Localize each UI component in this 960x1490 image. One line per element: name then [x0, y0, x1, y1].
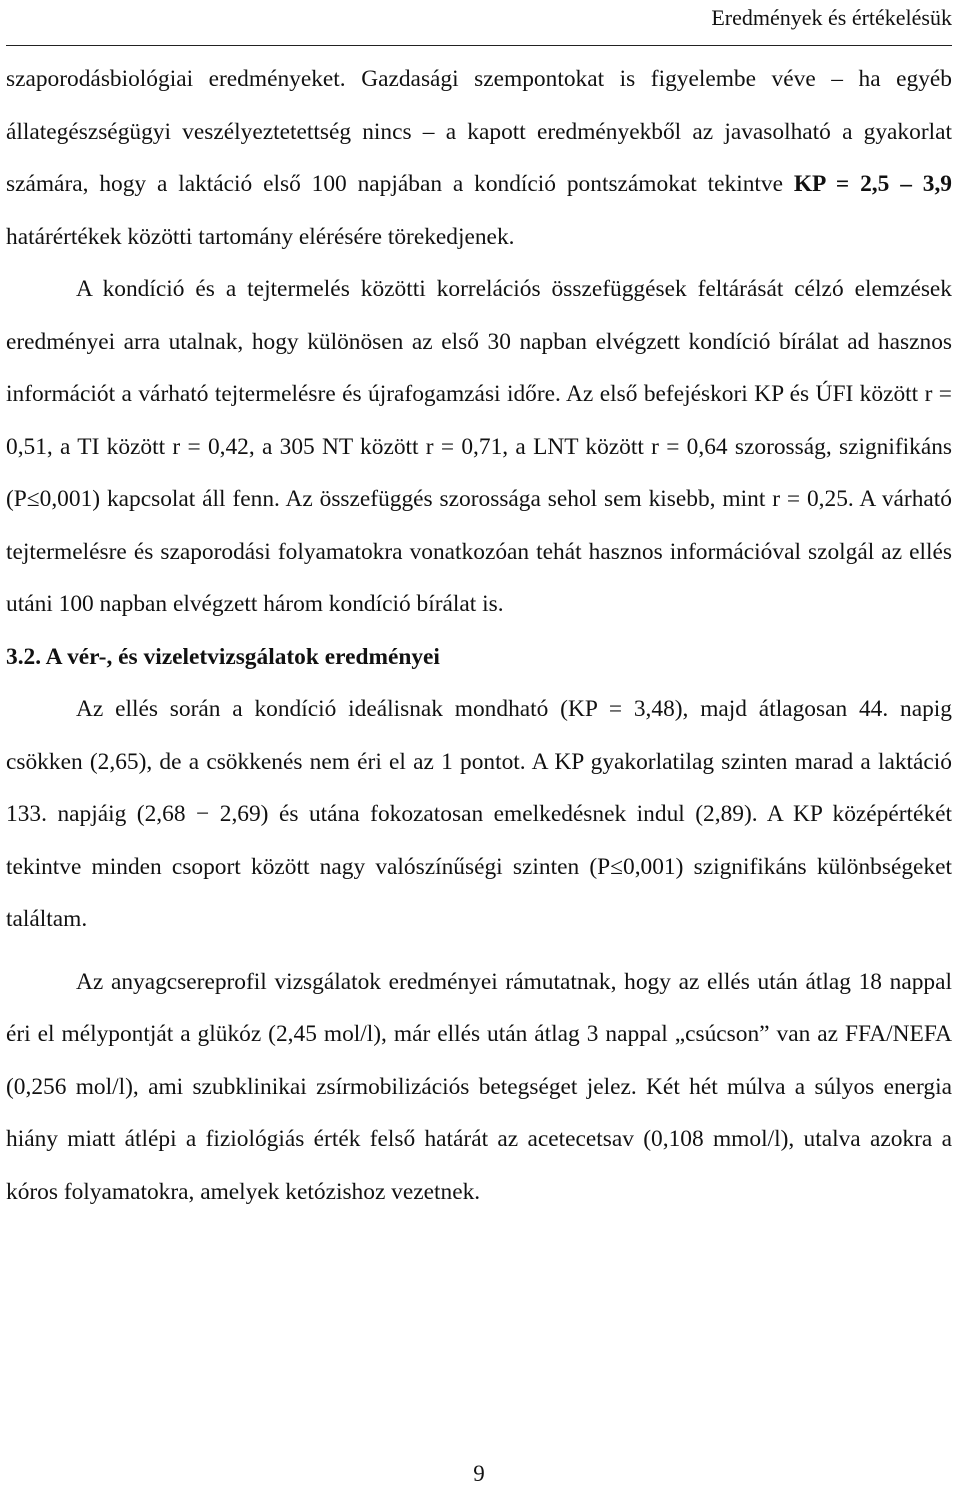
threshold-range: KP = 2,5 – 3,9: [793, 171, 952, 197]
body-text: [6, 53, 952, 1218]
section-heading: 3.2. A vér-, és vizeletvizsgálatok eredményei: [6, 643, 440, 670]
header-rule: [6, 45, 952, 46]
paragraph-metabolic-profile: Az anyagcsereprofil vizsgálatok eredményei rámutatnak, hogy az ellés után átlag 18 nappal éri el mélypontját a glükóz (2,45 mol/l), már ellés után átlag 3 nappal „csúcson” van az FFA/NEFA (0,256 mol/l), ami szubklinikai zsírmobilizációs betegséget jelez. Két hét múlva a súlyos energia hiány miatt átlépi a fiziológiás érték felső határát az acetecetsav (0,108 mmol/l), utalva azokra a kóros folyamatokra, amelyek ketózishoz vezetnek.: [6, 968, 952, 1205]
paragraph-correlation: A kondíció és a tejtermelés közötti korrelációs összefüggések feltárását célzó elemzések eredményei arra utalnak, hogy különösen az első 30 napban elvégzett kondíció bírálat ad hasznos információt a várható tejtermelésre és újrafogamzási időre. Az első befejéskori KP és ÚFI között r = 0,51, a TI között r = 0,42, a 305 NT között r = 0,71, a LNT között r = 0,64 szorosság, szignifikáns (P≤0,001) kapcsolat áll fenn. Az összefüggés szorossága sehol sem kisebb, mint r = 0,25. A várható tejtermelésre és szaporodási folyamatokra vonatkozóan tehát hasznos információval szolgál az ellés utáni 100 napban elvégzett három kondíció bírálat is.: [6, 276, 952, 617]
paragraph-condition-score: Az ellés során a kondíció ideálisnak mondható (KP = 3,48), majd átlagosan 44. napig csökken (2,65), de a csökkenés nem éri el az 1 pontot. A KP gyakorlatilag szinten marad a laktáció 133. napjáig (2,68 − 2,69) és utána fokozatosan emelkedésnek indul (2,89). A KP középértékét tekintve minden csoport között nagy valószínűségi szinten (P≤0,001) szignifikáns különbségeket találtam.: [6, 696, 952, 932]
running-header: Eredmények és értékelésük: [711, 5, 952, 30]
paragraph-text: szaporodásbiológiai eredményeket. Gazdasági szempontokat is figyelembe véve – ha egyéb állategészségügyi veszélyeztetettség nincs – a kapott eredményekből az javasolható a gyakorlat számára, hogy a laktáció első 100 napjában a kondíció pontszámokat tekintve: [6, 66, 952, 197]
paragraph-text: határértékek közötti tartomány elérésére törekedjenek.: [6, 223, 515, 250]
page-number: 9: [473, 1461, 485, 1486]
paragraph-conclusion: [6, 53, 952, 263]
